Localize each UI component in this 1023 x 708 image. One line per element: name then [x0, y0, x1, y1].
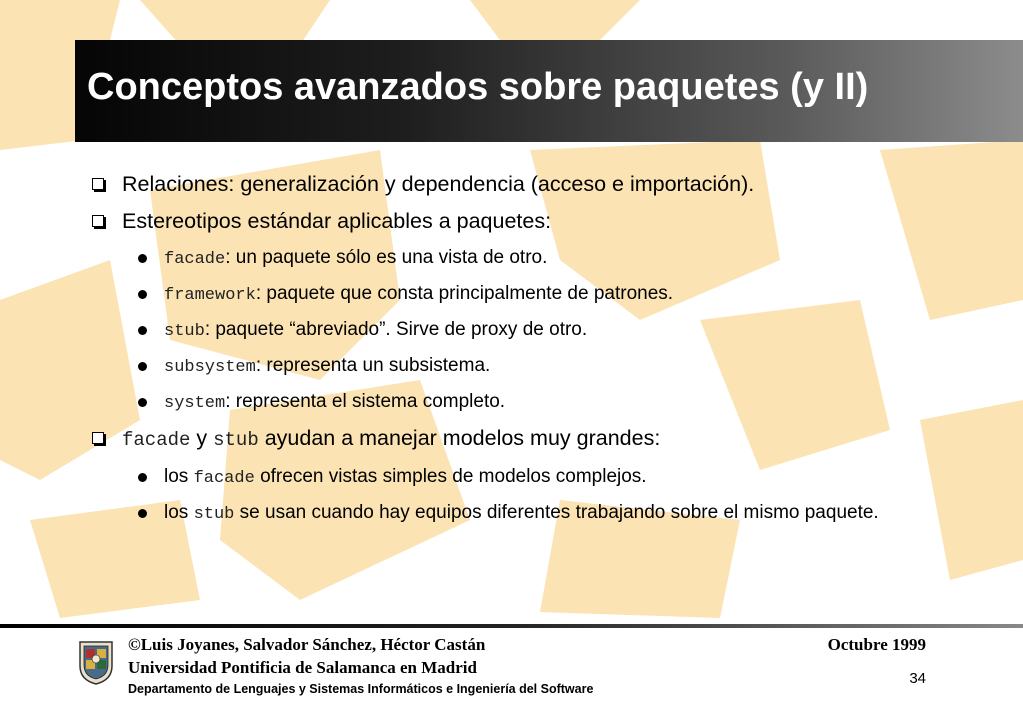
dot-bullet-icon — [138, 398, 147, 407]
university-crest-icon — [76, 638, 116, 686]
code-term: stub — [213, 429, 259, 451]
bullet-text: los — [164, 466, 194, 487]
subbullet-facade-vistas — [90, 463, 990, 493]
code-term: facade — [164, 250, 226, 269]
bullet-text: ayudan a manejar modelos muy grandes: — [258, 426, 661, 450]
bullet-text: ofrecen vistas simples de modelos complejos. — [254, 466, 647, 487]
bullet-text: : representa el sistema completo. — [225, 391, 506, 412]
subbullet-subsystem — [90, 352, 990, 382]
subbullet-system — [90, 388, 990, 418]
bullet-text: Relaciones: generalización y dependencia (acceso e importación). — [122, 172, 755, 196]
bullet-text: y — [190, 426, 214, 450]
subbullet-framework — [90, 280, 990, 310]
subbullet-stub — [90, 316, 990, 346]
dot-bullet-icon — [138, 473, 147, 482]
dot-bullet-icon — [138, 254, 147, 263]
dot-bullet-icon — [138, 362, 147, 371]
bullet-estereotipos — [90, 207, 990, 235]
footer-authors: ©Luis Joyanes, Salvador Sánchez, Héctor Castán — [128, 635, 486, 654]
checkbox-bullet-icon — [92, 178, 104, 190]
code-term: facade — [193, 469, 255, 488]
checkbox-bullet-icon — [92, 432, 104, 444]
bullet-relaciones — [90, 170, 990, 198]
slide-footer — [0, 628, 1023, 708]
bullet-text: : un paquete sólo es una vista de otro. — [225, 247, 548, 268]
dot-bullet-icon — [138, 326, 147, 335]
footer-date: Octubre 1999 — [827, 635, 926, 654]
checkbox-bullet-icon — [92, 215, 104, 227]
code-term: framework — [164, 286, 256, 305]
page-number: 34 — [909, 670, 926, 687]
footer-department: Departamento de Lenguajes y Sistemas Informáticos e Ingeniería del Software — [128, 682, 594, 696]
code-term: stub — [164, 322, 205, 341]
slide-title: Conceptos avanzados sobre paquetes (y II) — [87, 66, 869, 108]
bullet-text: los — [164, 502, 194, 523]
dot-bullet-icon — [138, 509, 147, 518]
bullet-text: Estereotipos estándar aplicables a paquetes: — [122, 209, 552, 233]
dot-bullet-icon — [138, 290, 147, 299]
subbullet-stub-equipos — [90, 499, 924, 529]
bullet-text: : paquete que consta principalmente de patrones. — [255, 283, 674, 304]
footer-university: Universidad Pontificia de Salamanca en Madrid — [128, 658, 477, 677]
bullet-text: : paquete “abreviado”. Sirve de proxy de otro. — [204, 319, 588, 340]
bullet-text: : representa un subsistema. — [255, 355, 491, 376]
code-term: stub — [193, 505, 235, 524]
code-term: system — [164, 394, 226, 413]
subbullet-facade — [90, 244, 990, 274]
code-term: subsystem — [164, 358, 256, 377]
bullet-text: se usan cuando hay equipos diferentes trabajando sobre el mismo paquete. — [234, 502, 879, 523]
slide-body — [90, 170, 990, 535]
bullet-facade-stub — [90, 424, 990, 454]
code-term: facade — [122, 429, 191, 451]
